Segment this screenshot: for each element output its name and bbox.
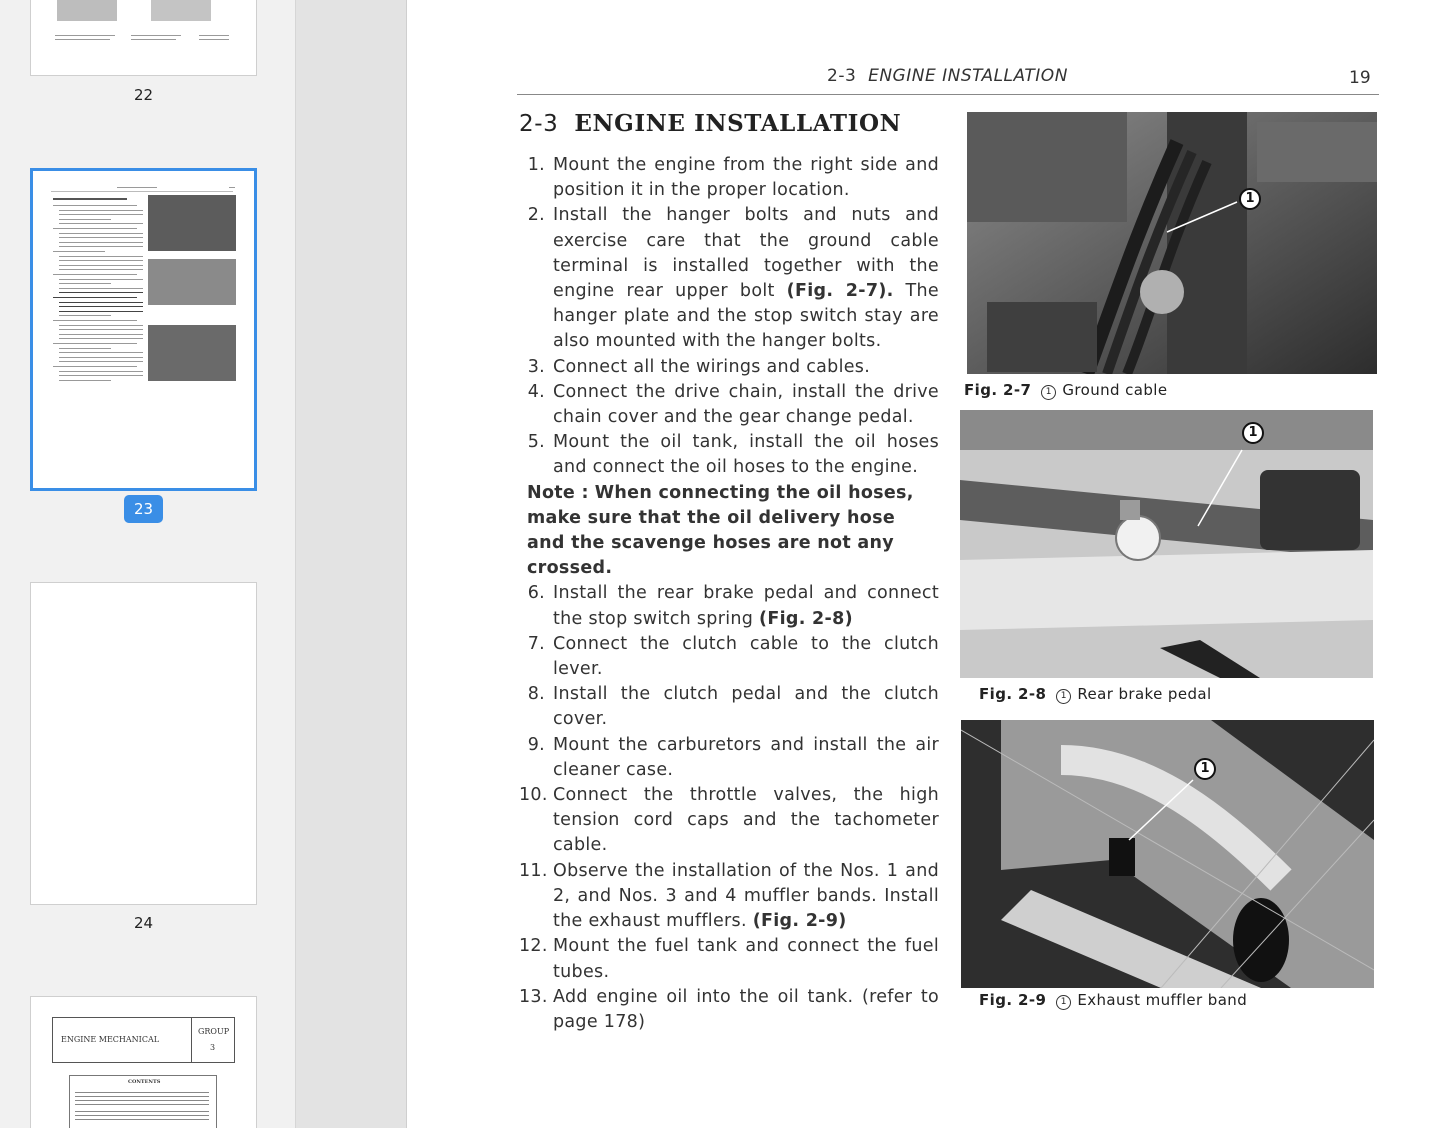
- step-number: 13.: [519, 986, 548, 1007]
- thumb-text-line: [59, 334, 143, 335]
- step-text: Mount the oil tank, install the oil hoses and connect the oil hoses to the engine.: [553, 432, 939, 478]
- thumb-text-line: [59, 210, 143, 211]
- thumb-text-line: [53, 320, 137, 321]
- thumb-text-line: [59, 302, 143, 303]
- step-item: [519, 203, 939, 354]
- thumb-text-line: [59, 375, 143, 376]
- thumb-text-line: [59, 242, 143, 243]
- step-text: Connect the drive chain, install the drive chain cover and the gear change pedal.: [553, 381, 939, 428]
- thumb-text-line: [53, 205, 137, 206]
- thumb-text-line: [53, 251, 105, 252]
- page-number: 19: [1349, 68, 1371, 88]
- figure-caption: Fig. 2-9 1 Exhaust muffler band: [979, 991, 1248, 1009]
- page-thumbnail-24[interactable]: [30, 582, 257, 905]
- step-text: Connect the clutch cable to the clutch lever.: [553, 633, 939, 680]
- thumb-text-line: [59, 260, 143, 261]
- thumbnail-page-badge: 23: [124, 495, 163, 523]
- thumb-text-line: [59, 288, 143, 289]
- step-item: [519, 682, 939, 732]
- step-number: 4.: [527, 381, 545, 402]
- thumb-text-line: [53, 228, 137, 229]
- step-text: Add engine oil into the oil tank. (refer to page 178): [553, 986, 939, 1032]
- step-text: Mount the engine from the right side and position it in the proper location.: [553, 155, 939, 201]
- note-label: Note :: [527, 482, 589, 503]
- step-text: Mount the fuel tank and connect the fuel tubes.: [553, 936, 939, 982]
- thumbnail-page-label: 22: [133, 86, 154, 104]
- callout-1: 1: [1242, 422, 1264, 444]
- figure-caption: Fig. 2-8 1 Rear brake pedal: [979, 685, 1212, 703]
- step-item: [519, 985, 939, 1035]
- thumb-text-line: [59, 361, 143, 362]
- thumbnail-sidebar[interactable]: [0, 0, 295, 1128]
- thumb-text-line: [53, 274, 137, 275]
- step-item: [519, 733, 939, 783]
- thumb-text-line: [59, 256, 143, 257]
- header-rule: [517, 94, 1379, 95]
- figure-caption: Fig. 2-7 1 Ground cable: [964, 381, 1168, 399]
- thumb-text-line: [59, 283, 111, 284]
- thumb-text-line: [59, 269, 143, 270]
- step-number: 7.: [527, 633, 545, 654]
- page-thumbnail-23[interactable]: [30, 168, 257, 491]
- thumb-text-line: [59, 311, 143, 312]
- step-text: Install the hanger bolts and nuts and exercise care that the ground cable terminal is installed together with the engine rear upper bolt (Fig. 2-7). The hanger plate and the stop switch stay are also mounted with the hanger bolts.: [553, 205, 939, 352]
- section-title: 2-3 ENGINE INSTALLATION: [519, 110, 902, 137]
- step-text: Install the rear brake pedal and connect the stop switch spring (Fig. 2-8): [553, 583, 939, 629]
- callout-1: 1: [1194, 758, 1216, 780]
- thumb-group-title: ENGINE MECHANICAL: [61, 1035, 160, 1044]
- thumb-text-line: [53, 297, 137, 298]
- step-number: 11.: [519, 860, 548, 881]
- step-number: 5.: [527, 432, 545, 453]
- thumb-text-line: [59, 237, 143, 238]
- thumb-text-line: [59, 348, 111, 349]
- step-item: [519, 581, 939, 631]
- step-number: 9.: [527, 734, 545, 755]
- step-number: 3.: [527, 356, 545, 377]
- thumb-text-line: [59, 329, 143, 330]
- thumb-text-line: [59, 380, 111, 381]
- step-number: 2.: [527, 205, 545, 226]
- document-page: [407, 0, 1445, 1128]
- thumb-text-line: [59, 306, 143, 307]
- thumb-text-line: [59, 214, 143, 215]
- thumb-text-line: [53, 343, 137, 344]
- thumb-text-line: [59, 315, 111, 316]
- thumb-text-line: [59, 357, 143, 358]
- figure-ground-cable: [967, 112, 1377, 374]
- thumb-text-line: [59, 246, 143, 247]
- thumb-text-line: [59, 338, 143, 339]
- step-number: 10.: [519, 785, 548, 806]
- thumb-text-line: [59, 219, 111, 220]
- thumb-group-number: 3: [210, 1043, 216, 1052]
- callout-1: 1: [1239, 188, 1261, 210]
- thumbnail-page-label: 24: [133, 914, 154, 932]
- step-item: [519, 355, 939, 380]
- step-item: [519, 934, 939, 984]
- step-item: [519, 783, 939, 859]
- step-text: Mount the carburetors and install the air cleaner case.: [553, 734, 939, 780]
- step-item: [519, 632, 939, 682]
- thumb-group-label: GROUP: [198, 1027, 230, 1036]
- step-item: [519, 859, 939, 935]
- figure-reference: (Fig. 2-9): [752, 911, 847, 932]
- note-block: [519, 481, 939, 582]
- step-text: Observe the installation of the Nos. 1 and 2, and Nos. 3 and 4 muffler bands. Install the exhaust mufflers. (Fig. 2-9): [553, 860, 939, 932]
- step-number: 1.: [527, 155, 545, 175]
- figure-reference: (Fig. 2-8): [759, 608, 853, 629]
- figure-exhaust-muffler-band: [961, 720, 1374, 988]
- thumb-text-line: [59, 352, 143, 353]
- step-item: [519, 380, 939, 430]
- thumb-text-line: [59, 292, 143, 293]
- page-thumbnail-22[interactable]: [30, 0, 257, 76]
- step-text: Connect all the wirings and cables.: [553, 356, 871, 377]
- step-number: 8.: [527, 684, 545, 705]
- thumb-text-line: [53, 366, 137, 367]
- thumb-text-line: [59, 279, 143, 280]
- figure-rear-brake-pedal: [960, 410, 1373, 678]
- thumb-text-line: [59, 265, 143, 266]
- sidebar-divider: [295, 0, 407, 1128]
- step-text: Install the clutch pedal and the clutch cover.: [553, 684, 939, 730]
- thumb-text-line: [59, 325, 143, 326]
- thumb-contents-title: CONTENTS: [128, 1079, 161, 1085]
- step-item: [519, 153, 939, 203]
- step-number: 12.: [519, 936, 548, 957]
- running-header: 2-3 ENGINE INSTALLATION: [827, 66, 1068, 86]
- thumb-text-line: [59, 371, 143, 372]
- step-item: [519, 430, 939, 480]
- note-text: When connecting the oil hoses, make sure that the oil delivery hose and the scavenge hoses are not any crossed.: [527, 482, 914, 579]
- thumb-text-line: [59, 223, 143, 224]
- step-text: Connect the throttle valves, the high tension cord caps and the tachometer cable.: [553, 785, 939, 856]
- figure-reference: (Fig. 2-7).: [786, 281, 894, 302]
- step-number: 6.: [527, 583, 545, 604]
- installation-steps: [519, 153, 939, 1035]
- thumb-text-line: [59, 233, 143, 234]
- page-thumbnail-25[interactable]: [30, 996, 257, 1128]
